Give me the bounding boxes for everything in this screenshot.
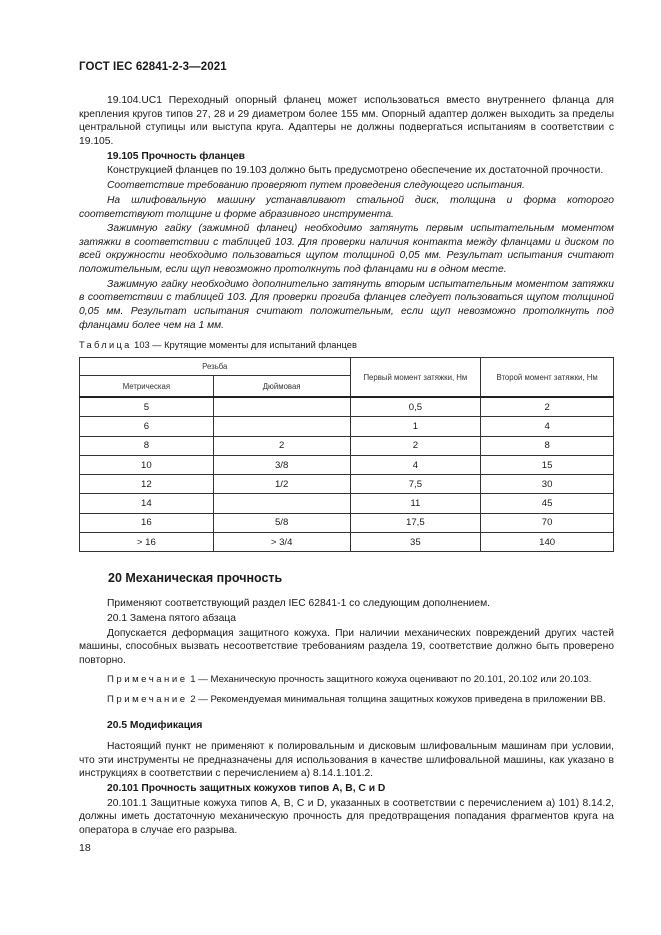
table-row (80, 397, 614, 417)
paragraph-flange-design: Конструкцией фланцев по 19.103 должно быть предусмотрено обеспечение их достаточной прочности. (107, 165, 604, 177)
table-cell: 0,5 (350, 397, 481, 417)
table-row (80, 475, 614, 494)
torque-table (79, 357, 614, 552)
clause-19-block (79, 94, 614, 333)
note-1-label: Примечание (107, 674, 188, 686)
header-second-torque: Второй момент затяжки, Нм (481, 358, 614, 398)
paragraph-19-104-uc1: 19.104.UC1 Переходный опорный фланец может использоваться вместо внутреннего фланца для крепления кругов типов 27, 28 и 29 диаметром более 155 мм. Опорный адаптер должен выходить за пределы центральной ступицы или выступа круга. Адаптеры не должны подвергаться испытаниям в соответствии с 19.105. (79, 95, 614, 147)
note-2-label: Примечание (107, 694, 188, 706)
table-cell: 10 (80, 455, 214, 474)
note-2 (79, 693, 614, 706)
heading-19-105: 19.105 Прочность фланцев (107, 150, 246, 162)
paragraph-apply-section: Применяют соответствующий раздел IEC 62841-1 со следующим дополнением. (107, 598, 491, 609)
note-1-text: 1 — Механическую прочность защитного кожуха оценивают по 20.101, 20.102 или 20.103. (190, 674, 592, 686)
table-row (80, 417, 614, 436)
table-cell (213, 397, 350, 417)
table-cell: 15 (481, 455, 614, 474)
table-caption-label: Таблица (79, 340, 132, 350)
document-header: ГОСТ IEC 62841-2-3—2021 (79, 61, 227, 73)
header-inch: Дюймовая (213, 376, 350, 398)
table-cell (213, 417, 350, 436)
paragraph-20-101-1: 20.101.1 Защитные кожуха типов А, В, С и D, указанных в соответствии с перечислением а) 101) 8.14.2, должны иметь достаточную механическую прочность для предотвращения попадания фрагментов круга на оператора в случае его разрыва. (79, 797, 614, 836)
table-cell: 12 (80, 475, 214, 494)
header-metric: Метрическая (80, 376, 214, 398)
table-cell: 11 (350, 494, 481, 513)
page-number: 18 (79, 842, 91, 854)
table-cell: 5/8 (213, 513, 350, 532)
paragraph-not-applied: Настоящий пункт не применяют к полировальным и дисковым шлифовальным машинам при условии, что эти инструменты не предназначены для использования в качестве шлифовальной машины, как указано в инструкциях в соответствии с перечислением а) 8.14.1.101.2. (79, 740, 614, 780)
table-cell: > 3/4 (213, 533, 350, 552)
table-row (80, 513, 614, 532)
section-20-heading: 20 Механическая прочность (108, 571, 283, 585)
table-row (80, 455, 614, 474)
section-20-block (79, 597, 614, 839)
table-cell: 1/2 (213, 475, 350, 494)
table-cell: 4 (350, 455, 481, 474)
table-caption-text: 103 — Крутящие моменты для испытаний фланцев (134, 340, 357, 350)
table-cell: 140 (481, 533, 614, 552)
paragraph-second-torque: Зажимную гайку необходимо дополнительно затянуть вторым испытательным моментом затяжки в соответствии с таблицей 103. Для проверки прогиба фланцев следует пользоваться щупом толщиной 0,05 мм. Результат испытания считают положительным, если щуп невозможно протолкнуть под фланцами более чем на 1 мм. (79, 278, 614, 331)
table-row (80, 436, 614, 455)
table-cell: 8 (481, 436, 614, 455)
table-cell: 5 (80, 397, 214, 417)
table-row (80, 494, 614, 513)
paragraph-20-1: 20.1 Замена пятого абзаца (107, 612, 236, 624)
table-cell: 6 (80, 417, 214, 436)
note-2-text: 2 — Рекомендуемая минимальная толщина защитных кожухов приведена в приложении ВВ. (190, 694, 606, 706)
table-cell: 2 (213, 436, 350, 455)
table-cell: 17,5 (350, 513, 481, 532)
table-cell: 3/8 (213, 455, 350, 474)
table-cell: 2 (481, 397, 614, 417)
table-row (80, 533, 614, 552)
table-cell: 1 (350, 417, 481, 436)
table-cell: 4 (481, 417, 614, 436)
paragraph-compliance: Соответствие требованию проверяют путем проведения следующего испытания. (107, 180, 525, 192)
paragraph-steel-disc: На шлифовальную машину устанавливают стальной диск, толщина и форма которого соответствуют толщине и форме абразивного инструмента. (79, 194, 614, 220)
table-cell: 8 (80, 436, 214, 455)
table-cell: 45 (481, 494, 614, 513)
header-thread: Резьба (80, 358, 351, 376)
note-1 (79, 673, 614, 686)
heading-20-5: 20.5 Модификация (107, 720, 203, 732)
table-cell: > 16 (80, 533, 214, 552)
paragraph-first-torque: Зажимную гайку (зажимной фланец) необходимо затянуть первым испытательным моментом затяжки в соответствии с таблицей 103. Для проверки наличия контакта между фланцами и диском по всей окружности необходимо пользоваться щупом толщиной 0,05 мм. Результат испытания считают положительным, если щуп невозможно протолкнуть под фланцами ни в одном месте. (79, 223, 614, 276)
header-first-torque: Первый момент затяжки, Нм (350, 358, 481, 398)
table-cell: 7,5 (350, 475, 481, 494)
paragraph-deformation: Допускается деформация защитного кожуха. При наличии механических повреждений других частей машины, способных вызвать несоответствие требованиям раздела 19, соответствие должно быть проверено повторно. (79, 627, 614, 666)
table-cell: 16 (80, 513, 214, 532)
table-cell (213, 494, 350, 513)
table-caption (79, 340, 357, 350)
heading-20-101: 20.101 Прочность защитных кожухов типов А, В, С и D (107, 782, 386, 794)
table-cell: 14 (80, 494, 214, 513)
table-cell: 70 (481, 513, 614, 532)
table-cell: 30 (481, 475, 614, 494)
table-cell: 2 (350, 436, 481, 455)
table-cell: 35 (350, 533, 481, 552)
